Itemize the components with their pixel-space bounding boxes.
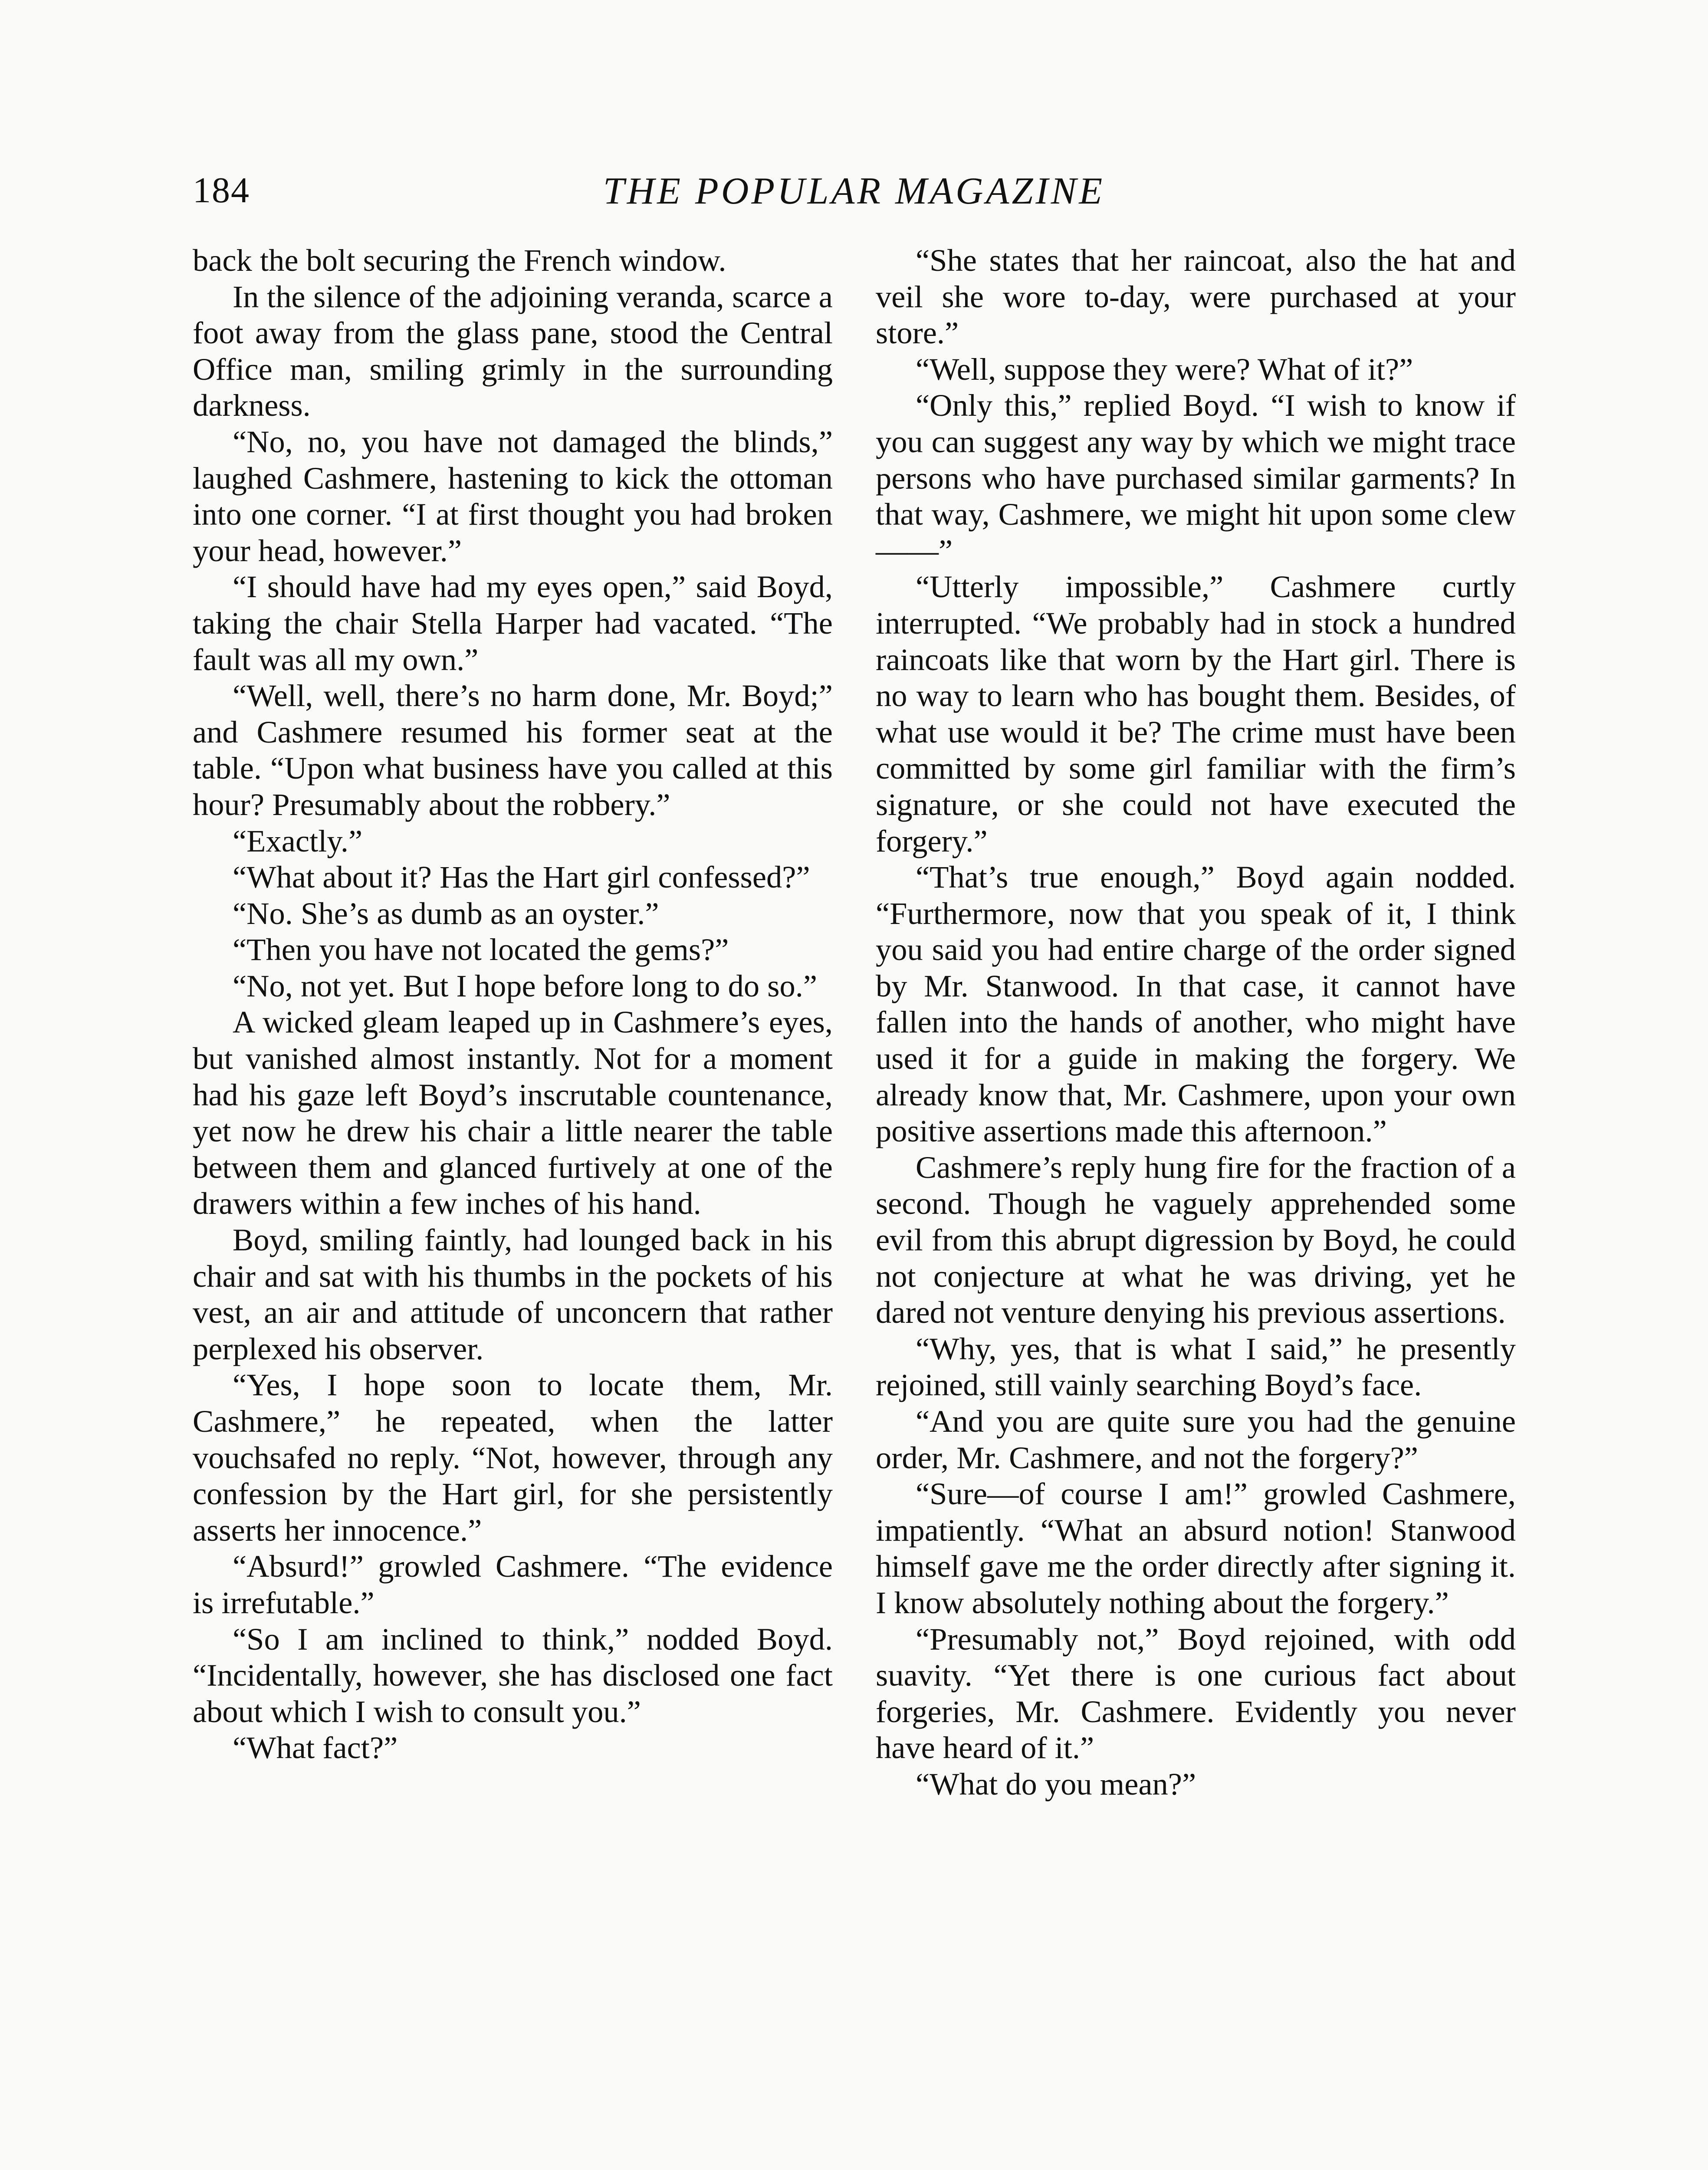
magazine-title: THE POPULAR MAGAZINE (603, 170, 1105, 212)
page-header (0, 169, 1708, 217)
paragraph: “Yes, I hope soon to locate them, Mr. Cashmere,” he repeated, when the latter vouchsafed no reply. “Not, however, through any confession by the Hart girl, for she persistently asserts her innocence.” (193, 1367, 833, 1548)
paragraph: “Why, yes, that is what I said,” he presently rejoined, still vainly searching Boyd’s face. (876, 1331, 1516, 1403)
paragraph: “Only this,” replied Boyd. “I wish to know if you can suggest any way by which we might trace persons who have purchased similar garments? In that way, Cashmere, we might hit upon some clew——” (876, 388, 1516, 568)
paragraph: In the silence of the adjoining veranda, scarce a foot away from the glass pane, stood the Central Office man, smiling grimly in the surrounding darkness. (193, 279, 833, 423)
paragraph: “Then you have not located the gems?” (233, 932, 729, 967)
paragraph: “Utterly impossible,” Cashmere curtly interrupted. “We probably had in stock a hundred raincoats like that worn by the Hart girl. There is no way to learn who has bought them. Besides, of what use would it be? The crime must have been committed by some girl familiar with the firm’s signature, or she could not have executed the forgery.” (876, 569, 1516, 858)
right-column (876, 242, 1516, 1802)
paragraph: “No, not yet. But I hope before long to do so.” (233, 968, 818, 1003)
paragraph: “What about it? Has the Hart girl confessed?” (233, 859, 810, 895)
paragraph: “She states that her raincoat, also the hat and veil she wore to-day, were purchased at your store.” (876, 243, 1516, 351)
paragraph: “No, no, you have not damaged the blinds,” laughed Cashmere, hastening to kick the ottoman into one corner. “I at first thought you had broken your head, however.” (193, 424, 833, 568)
paragraph: “Exactly.” (233, 823, 363, 858)
paragraph: “Presumably not,” Boyd rejoined, with odd suavity. “Yet there is one curious fact about forgeries, Mr. Cashmere. Evidently you never have heard of it.” (876, 1621, 1516, 1766)
paragraph: “What fact?” (233, 1730, 398, 1766)
paragraph: Boyd, smiling faintly, had lounged back in his chair and sat with his thumbs in the pockets of his vest, an air and attitude of unconcern that rather perplexed his observer. (193, 1222, 833, 1366)
paragraph: “And you are quite sure you had the genuine order, Mr. Cashmere, and not the forgery?” (876, 1404, 1516, 1475)
paragraph: “So I am inclined to think,” nodded Boyd. “Incidentally, however, she has disclosed one fact about which I wish to consult you.” (193, 1621, 833, 1729)
paragraph: “Absurd!” growled Cashmere. “The evidence is irrefutable.” (193, 1549, 833, 1620)
page-number: 184 (193, 170, 250, 210)
paragraph: “What do you mean?” (916, 1766, 1196, 1802)
paragraph: “Well, well, there’s no harm done, Mr. Boyd;” and Cashmere resumed his former seat at the table. “Upon what business have you called at this hour? Presumably about the robbery.” (193, 678, 833, 822)
paragraph: “Sure—of course I am!” growled Cashmere, impatiently. “What an absurd notion! Stanwood himself gave me the order directly after signing it. I know absolutely nothing about the forgery.” (876, 1476, 1516, 1620)
paragraph: “I should have had my eyes open,” said Boyd, taking the chair Stella Harper had vacated. “The fault was all my own.” (193, 569, 833, 677)
paragraph: “Well, suppose they were? What of it?” (916, 351, 1413, 387)
paragraph: back the bolt securing the French window. (193, 243, 726, 278)
paragraph: A wicked gleam leaped up in Cashmere’s eyes, but vanished almost instantly. Not for a moment had his gaze left Boyd’s inscrutable countenance, yet now he drew his chair a little nearer the table between them and glanced furtively at one of the drawers within a few inches of his hand. (193, 1004, 833, 1221)
left-column (193, 242, 833, 1766)
paragraph: “That’s true enough,” Boyd again nodded. “Furthermore, now that you speak of it, I think you said you had entire charge of the order signed by Mr. Stanwood. In that case, it cannot have fallen into the hands of another, who might have used it for a guide in making the forgery. We already know that, Mr. Cashmere, upon your own positive assertions made this afternoon.” (876, 859, 1516, 1149)
paragraph: Cashmere’s reply hung fire for the fraction of a second. Though he vaguely apprehended some evil from this abrupt digression by Boyd, he could not conjecture at what he was driving, yet he dared not venture denying his previous assertions. (876, 1149, 1516, 1330)
paragraph: “No. She’s as dumb as an oyster.” (233, 895, 659, 931)
